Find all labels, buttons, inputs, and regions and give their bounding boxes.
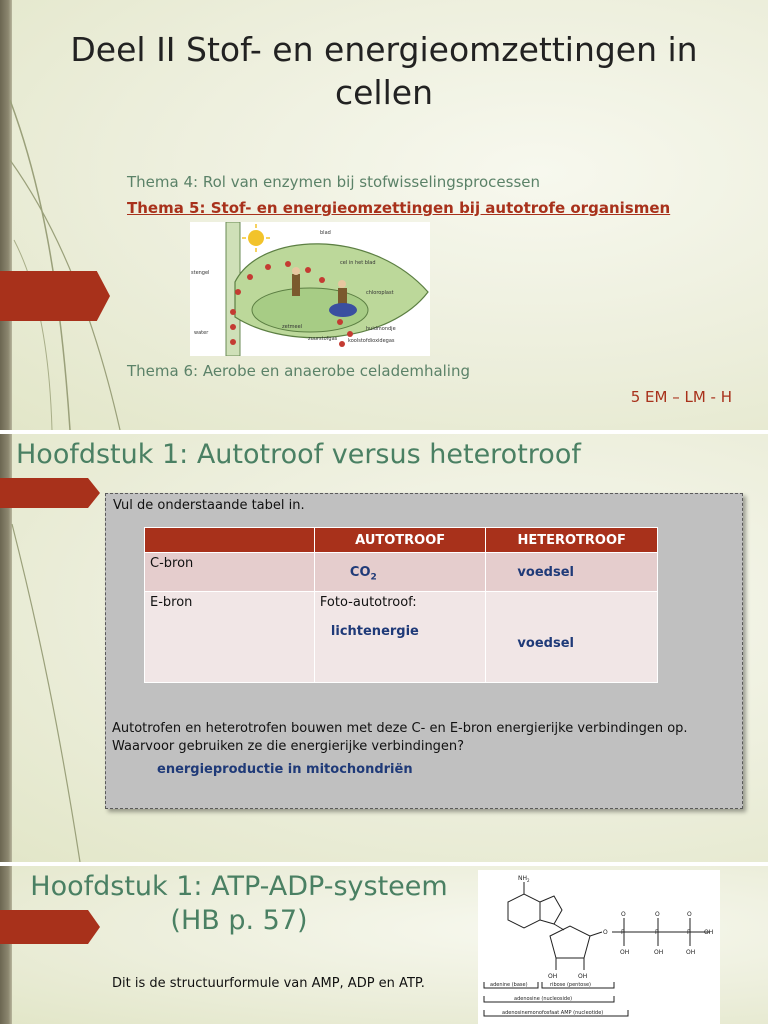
- row-label: E-bron: [145, 592, 315, 683]
- structure-caption: Dit is de structuurformule van AMP, ADP en ATP.: [112, 976, 425, 991]
- hetero-answer: voedsel: [517, 636, 574, 651]
- slide-title: [14, 870, 464, 938]
- svg-text:blad: blad: [320, 230, 331, 236]
- svg-text:O: O: [655, 911, 660, 918]
- level-label: 5 EM – LM - H: [630, 388, 732, 406]
- svg-text:OH: OH: [686, 949, 696, 956]
- slide-title: Hoofdstuk 1: Autotroof versus heterotroof: [16, 439, 581, 470]
- svg-text:zuurstofgas: zuurstofgas: [308, 336, 338, 342]
- co2-subscript: 2: [370, 572, 377, 583]
- svg-text:ribose (pentose): ribose (pentose): [550, 982, 591, 988]
- heterotroof-cell[interactable]: [486, 592, 658, 683]
- question-text: Autotrofen en heterotrofen bouwen met deze C- en E-bron energierijke verbindingen op. Waarvoor gebruiken ze die energierijke verbindingen?: [112, 721, 688, 754]
- svg-text:chloroplast: chloroplast: [366, 290, 394, 296]
- svg-text:water: water: [194, 330, 209, 336]
- svg-text:adenine (base): adenine (base): [490, 982, 528, 988]
- svg-text:stengel: stengel: [191, 270, 210, 276]
- svg-text:huidmondje: huidmondje: [366, 326, 396, 332]
- svg-text:zetmeel: zetmeel: [282, 324, 303, 330]
- svg-text:cel in het blad: cel in het blad: [340, 260, 376, 266]
- svg-text:adenosine (nucleoside): adenosine (nucleoside): [514, 996, 573, 1002]
- co2-answer: CO: [349, 565, 371, 580]
- theme-4[interactable]: Thema 4: Rol van enzymen bij stofwisselingsprocessen: [127, 173, 541, 191]
- foto-autotroof-label: Foto-autotroof:: [319, 595, 417, 610]
- svg-text:P: P: [655, 929, 659, 936]
- svg-text:OH: OH: [654, 949, 664, 956]
- table-header-autotroof: AUTOTROOF: [314, 528, 486, 553]
- table-row: [145, 592, 658, 683]
- exercise-box: [105, 493, 743, 809]
- answer-text[interactable]: energieproductie in mitochondriën: [157, 762, 413, 777]
- hetero-answer: voedsel: [517, 565, 574, 580]
- svg-text:O: O: [621, 911, 626, 918]
- title-line-2: (HB p. 57): [170, 905, 308, 936]
- slide-3: [0, 866, 768, 1024]
- decorative-curves: [0, 434, 120, 862]
- svg-text:koolstofdioxidegas: koolstofdioxidegas: [348, 338, 395, 344]
- svg-text:O: O: [603, 929, 608, 936]
- svg-text:O: O: [687, 911, 692, 918]
- row-label: C-bron: [145, 553, 315, 592]
- theme-6[interactable]: Thema 6: Aerobe en anaerobe celademhaling: [127, 362, 471, 380]
- svg-text:adenosinemonofosfaat AMP (nucl: adenosinemonofosfaat AMP (nucleotide): [502, 1010, 604, 1016]
- slide-title: Deel II Stof- en energieomzettingen in cellen: [70, 30, 698, 112]
- svg-text:P: P: [687, 929, 691, 936]
- autotroof-cell[interactable]: [314, 592, 486, 683]
- theme-5[interactable]: Thema 5: Stof- en energieomzettingen bij autotrofe organismen: [127, 199, 671, 217]
- light-answer: lichtenergie: [330, 624, 419, 639]
- slide-1: [0, 0, 768, 430]
- table-row: [145, 553, 658, 592]
- heterotroof-cell[interactable]: [486, 553, 658, 592]
- slide-2: [0, 434, 768, 862]
- autotroof-cell[interactable]: [314, 553, 486, 592]
- slide-edge-bar: [0, 866, 12, 1024]
- photosynthesis-figure: [190, 222, 430, 356]
- slide-tag: [0, 271, 110, 321]
- svg-text:OH: OH: [548, 973, 558, 980]
- svg-text:OH: OH: [578, 973, 588, 980]
- svg-text:OH: OH: [620, 949, 630, 956]
- atp-structure-figure: [478, 870, 720, 1024]
- title-line-1: Hoofdstuk 1: ATP-ADP-systeem: [30, 871, 448, 902]
- svg-text:OH: OH: [704, 929, 714, 936]
- svg-text:NH2: $NH_2$: [518, 875, 530, 883]
- table-header-heterotroof: HETEROTROOF: [486, 528, 658, 553]
- instruction-text: Vul de onderstaande tabel in.: [113, 498, 305, 513]
- comparison-table: [144, 527, 658, 683]
- svg-text:P: P: [621, 929, 625, 936]
- table-header-empty: [145, 528, 315, 553]
